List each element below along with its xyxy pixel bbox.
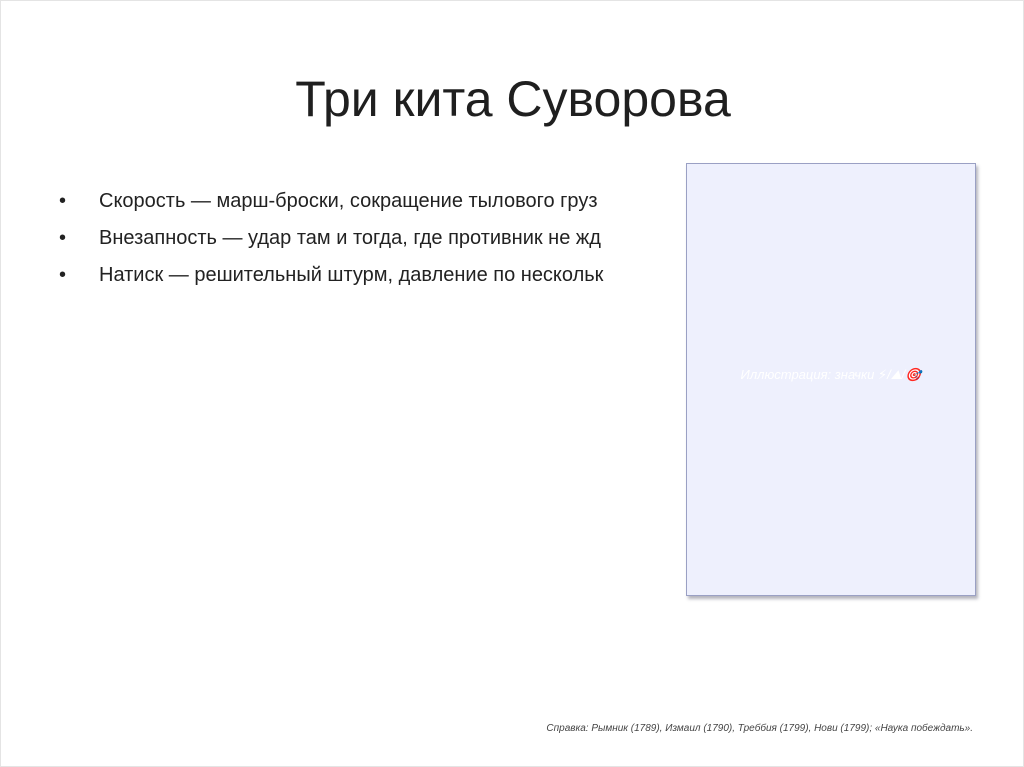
- footnote: Справка: Рымник (1789), Измаил (1790), Треббия (1799), Нови (1799); «Наука побеждать».: [546, 723, 973, 734]
- bullet-marker: •: [59, 190, 67, 212]
- bullet-text: Внезапность — удар там и тогда, где противник не жд: [99, 227, 601, 249]
- slide-title: Три кита Суворова: [295, 71, 731, 127]
- illustration-placeholder: [686, 163, 976, 596]
- bullet-marker: •: [59, 264, 67, 286]
- bullet-item-speed: [59, 183, 699, 220]
- bullet-item-onslaught: [59, 257, 699, 294]
- illustration-caption: Иллюстрация: значки ⚡/⛰/🎯: [740, 366, 922, 382]
- bullet-marker: •: [59, 227, 67, 249]
- bullet-item-surprise: [59, 220, 699, 257]
- bullet-text: Скорость — марш-броски, сокращение тылового груз: [99, 190, 598, 212]
- bullet-list: [59, 183, 699, 294]
- bullet-text: Натиск — решительный штурм, давление по нескольк: [99, 264, 604, 286]
